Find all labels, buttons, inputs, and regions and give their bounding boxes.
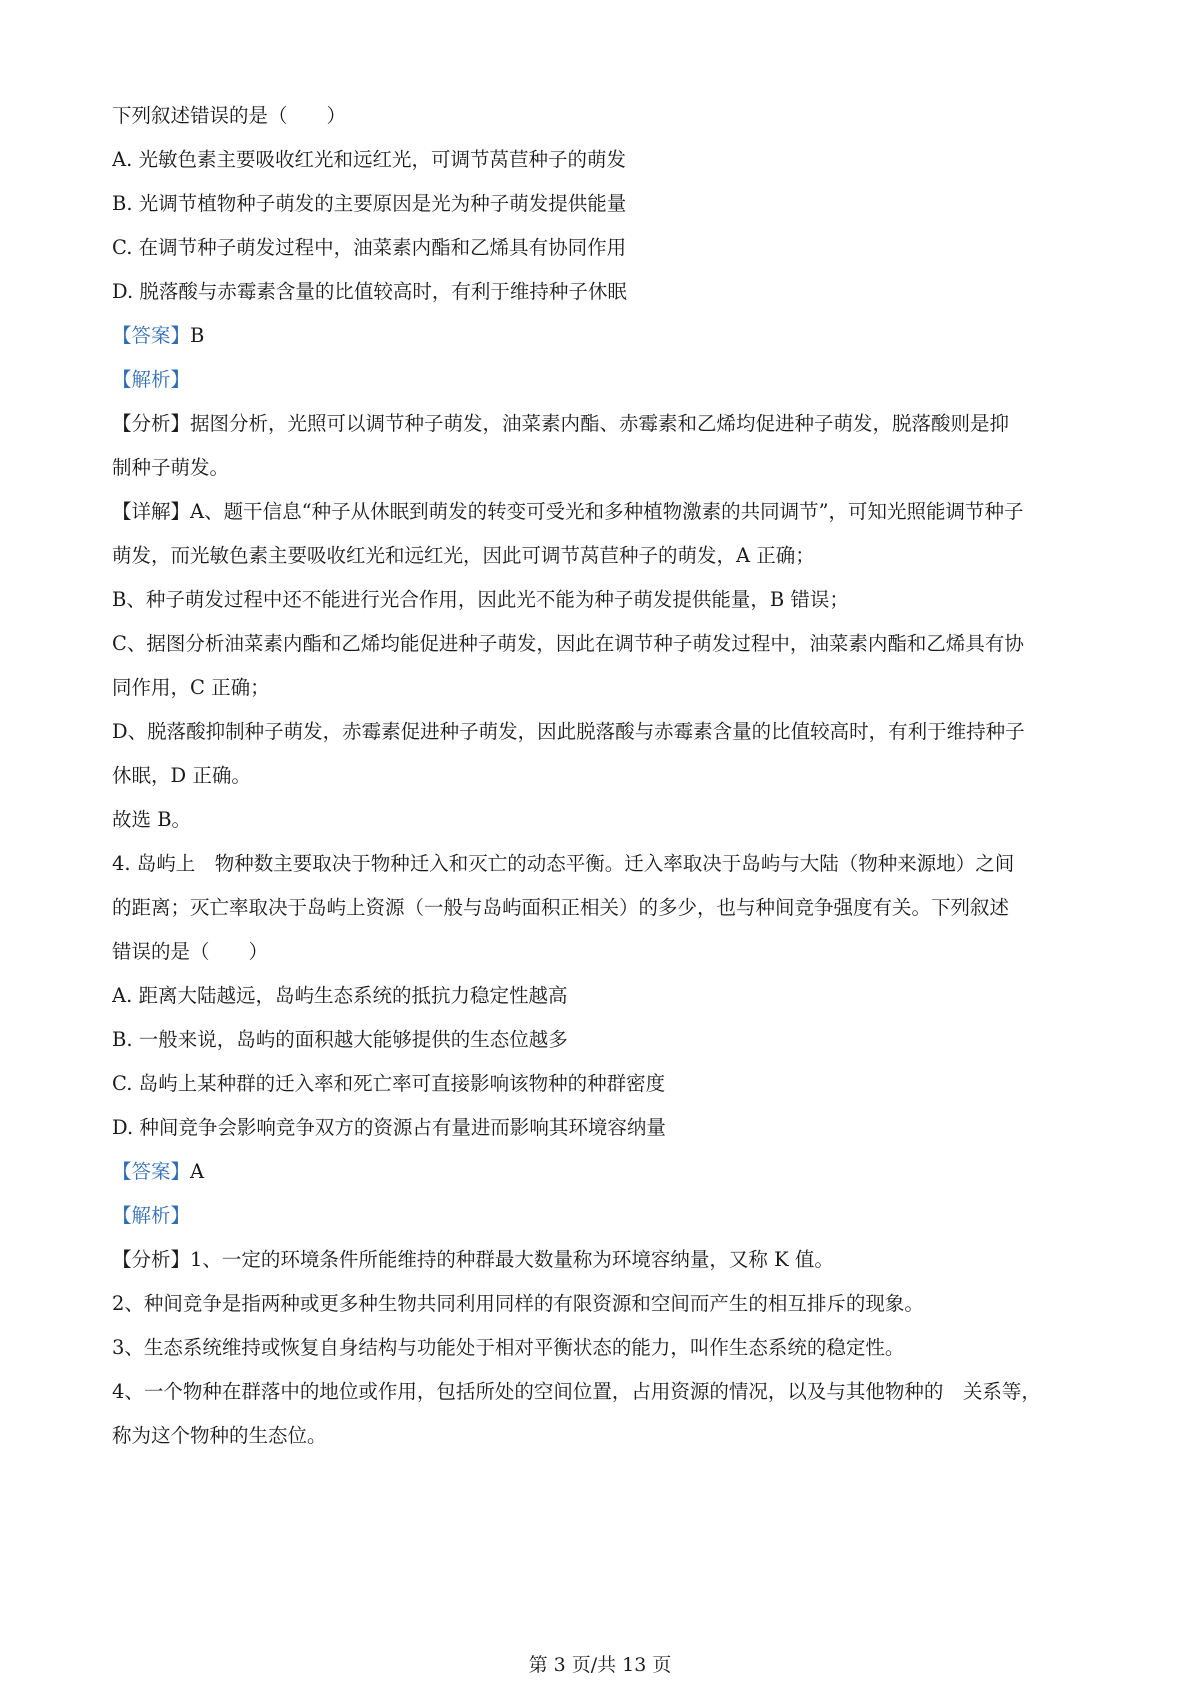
q4-stem-line-2: 的距离；灭亡率取决于岛屿上资源（一般与岛屿面积正相关）的多少，也与种间竞争强度有关。下列叙述 (112, 896, 1010, 919)
q3-xiangjie-line-3: B、种子萌发过程中还不能进行光合作用，因此光不能为种子萌发提供能量，B 错误； (112, 588, 849, 611)
q3-xiangjie-text-1: A、题干信息“种子从休眠到萌发的转变可受光和多种植物激素的共同调节”，可知光照能调节种子 (190, 500, 1024, 523)
q4-fenxi-line-5: 称为这个物种的生态位。 (112, 1424, 327, 1447)
q3-option-b: B. 光调节植物种子萌发的主要原因是光为种子萌发提供能量 (112, 192, 627, 215)
q3-analysis-label: 【解析】 (112, 368, 191, 391)
q4-answer-label: 【答案】 (112, 1160, 191, 1183)
q3-xiangjie-line-4: C、据图分析油菜素内酯和乙烯均能促进种子萌发，因此在调节种子萌发过程中，油菜素内酯和乙烯具有协 (112, 632, 1024, 655)
q4-option-d: D. 种间竞争会影响竞争双方的资源占有量进而影响其环境容纳量 (112, 1116, 666, 1139)
q4-answer (112, 1159, 1102, 1185)
q4-option-c: C. 岛屿上某种群的迁入率和死亡率可直接影响该物种的种群密度 (112, 1072, 666, 1095)
q4-fenxi-line-4: 4、一个物种在群落中的地位或作用，包括所处的空间位置，占用资源的情况，以及与其他物种的 关系等， (112, 1380, 1041, 1403)
q3-answer (112, 323, 1102, 349)
q4-fenxi-label: 【分析】 (112, 1248, 191, 1271)
q3-xiangjie-line-1 (112, 499, 1102, 525)
q4-answer-value: A (190, 1160, 205, 1183)
q3-answer-value: B (190, 324, 205, 347)
q3-fenxi-line-2: 制种子萌发。 (112, 456, 230, 479)
q4-option-a: A. 距离大陆越远，岛屿生态系统的抵抗力稳定性越高 (112, 984, 568, 1007)
q3-fenxi-label: 【分析】 (112, 412, 191, 435)
q4-analysis-label: 【解析】 (112, 1204, 191, 1227)
q3-fenxi-text-1: 据图分析，光照可以调节种子萌发，油菜素内酯、赤霉素和乙烯均促进种子萌发，脱落酸则是抑 (190, 412, 1010, 435)
q3-xiangjie-line-5: 同作用，C 正确； (112, 676, 270, 699)
q4-stem-line-3: 错误的是（ ） (112, 940, 269, 963)
page-footer: 第 3 页/共 13 页 (528, 1654, 672, 1676)
q3-xiangjie-label: 【详解】 (112, 500, 191, 523)
q4-option-b: B. 一般来说，岛屿的面积越大能够提供的生态位越多 (112, 1028, 568, 1051)
q4-fenxi-line-2: 2、种间竞争是指两种或更多种生物共同利用同样的有限资源和空间而产生的相互排斥的现象。 (112, 1292, 924, 1315)
q3-option-d: D. 脱落酸与赤霉素含量的比值较高时，有利于维持种子休眠 (112, 280, 627, 303)
q3-fenxi-line-1 (112, 411, 1102, 437)
q3-xiangjie-line-2: 萌发，而光敏色素主要吸收红光和远红光，因此可调节莴苣种子的萌发，A 正确； (112, 544, 815, 567)
q3-xiangjie-line-6: D、脱落酸抑制种子萌发，赤霉素促进种子萌发，因此脱落酸与赤霉素含量的比值较高时，有利于维持种子 (112, 720, 1025, 743)
q3-xiangjie-line-7: 休眠，D 正确。 (112, 764, 251, 787)
q4-fenxi-text-1: 1、一定的环境条件所能维持的种群最大数量称为环境容纳量，又称 K 值。 (190, 1248, 834, 1271)
q3-conclusion: 故选 B。 (112, 808, 192, 831)
q3-option-c: C. 在调节种子萌发过程中，油菜素内酯和乙烯具有协同作用 (112, 236, 627, 259)
q4-fenxi-line-3: 3、生态系统维持或恢复自身结构与功能处于相对平衡状态的能力，叫作生态系统的稳定性。 (112, 1336, 905, 1359)
q3-answer-label: 【答案】 (112, 324, 191, 347)
q4-fenxi-line-1 (112, 1247, 1102, 1273)
q3-stem: 下列叙述错误的是（ ） (112, 104, 347, 127)
q4-stem-line-1: 4. 岛屿上 物种数主要取决于物种迁入和灭亡的动态平衡。迁入率取决于岛屿与大陆（物种来源地）之间 (112, 852, 1015, 875)
q3-option-a: A. 光敏色素主要吸收红光和远红光，可调节莴苣种子的萌发 (112, 148, 626, 171)
